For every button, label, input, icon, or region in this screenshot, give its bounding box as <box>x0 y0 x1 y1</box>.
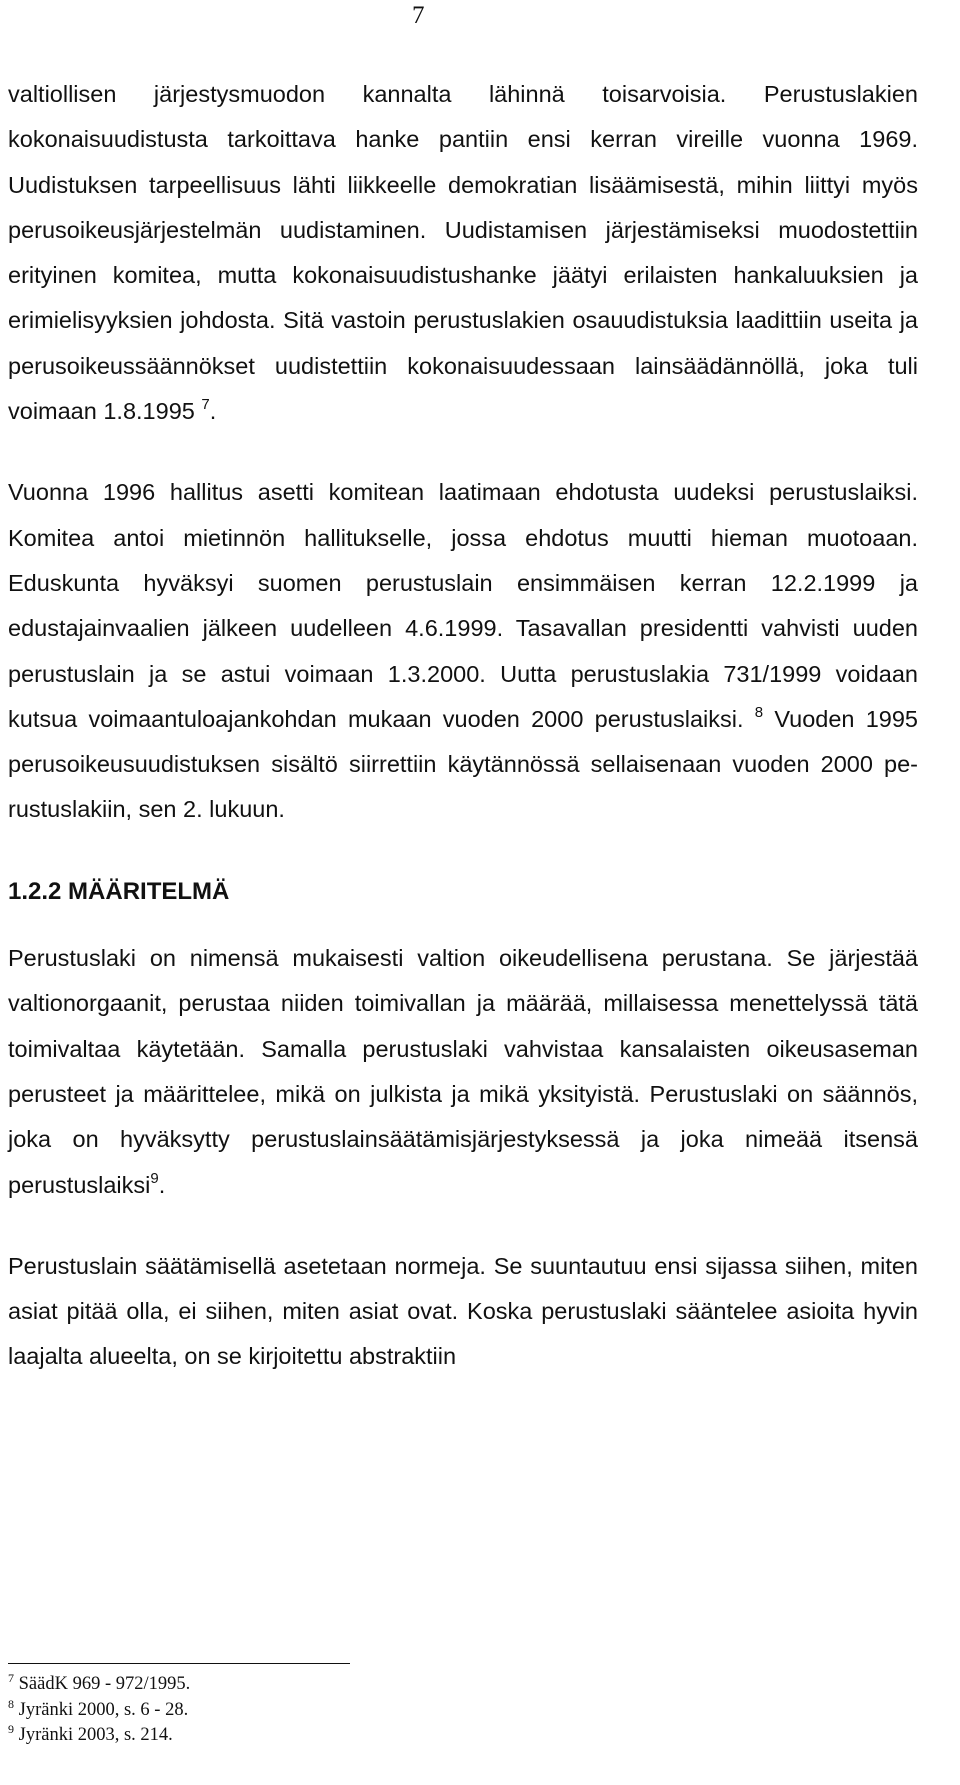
footnote-9 <box>8 1723 190 1749</box>
footnote-number: 8 <box>8 1696 14 1711</box>
section-heading: 1.2.2 MÄÄRITELMÄ <box>8 877 230 905</box>
paragraph-text-after: . <box>209 398 217 425</box>
paragraph-text-after: Vuoden 1995 perusoikeusuudistuksen sisältö siirrettiin käytännössä sellaisenaan vuoden 2000 perustuslakiin, sen 2. lukuun. <box>8 705 918 823</box>
paragraph-text: valtiollisen järjestysmuodon kannalta lähinnä toisarvoisia. Perustuslakien kokonaisuudistusta tarkoittava hanke pantiin ensi kerran vireille vuonna 1969. Uudistuksen tarpeellisuus lähti liikkeelle demokratian lisäämisestä, mihin liittyi myös perusoikeusjärjestelmän uudistaminen. Uudistamisen järjestämiseksi muodostettiin erityinen komitea, mutta kokonaisuudistushanke jäätyi erilaisten hankaluuksien ja erimielisyyksien johdosta. Sitä vastoin perustuslakien osauudistuksia laadittiin useita ja perusoikeussäännökset uudistettiin kokonaisuudessaan lainsäädännöllä, joka tuli voimaan 1.8.1995 <box>8 81 918 425</box>
footnotes <box>8 1672 190 1749</box>
paragraph-norms <box>8 1244 918 1380</box>
paragraph-text: Perustuslaki on nimensä mukaisesti valtion oikeudellisena perustana. Se järjestää valtionorgaanit, perustaa niiden toimivallan ja määrää, millaisessa menettelyssä tätä toimivaltaa käytetään. Samalla perustuslaki vahvistaa kansalaisten oikeusaseman perusteet ja määrittelee, mikä on julkista ja mikä yksityistä. Perustuslaki on säännös, joka on hyväksytty perustuslainsäätämisjärjestyksessä ja joka nimeää itsensä perustuslaiksi <box>8 945 918 1198</box>
footnote-text: SäädK 969 - 972/1995. <box>18 1674 191 1694</box>
page-number: 7 <box>412 2 425 29</box>
paragraph-text: Vuonna 1996 hallitus asetti komitean laatimaan ehdotusta uudeksi perustuslaiksi. Komitea antoi mietinnön hallitukselle, jossa ehdotus muutti hieman muotoaan. Eduskunta hyväksyi suomen perustuslain ensimmäisen kerran 12.2.1999 ja edustajainvaalien jälkeen uudelleen 4.6.1999. Tasavallan presidentti vahvisti uuden perustuslain ja se astui voimaan 1.3.2000. Uutta perustuslakia 731/1999 voidaan kutsua voimaantuloajankohdan mukaan vuoden 2000 perustuslaiksi. <box>8 479 918 732</box>
footnote-number: 9 <box>8 1722 14 1736</box>
footnote-ref-9[interactable]: 9 <box>150 1169 159 1187</box>
paragraph-constitution-reform <box>8 72 918 434</box>
footnote-text: Jyränki 2000, s. 6 - 28. <box>18 1699 189 1720</box>
footnote-8 <box>8 1698 190 1724</box>
paragraph-text-after: . <box>158 1171 166 1198</box>
footnote-divider <box>8 1663 350 1664</box>
footnote-number: 7 <box>8 1671 14 1685</box>
paragraph-new-constitution <box>8 470 918 832</box>
paragraph-definition <box>8 936 918 1208</box>
paragraph-text: Perustuslain säätämisellä asetetaan normeja. Se suuntautuu ensi sijassa siihen, miten asiat pitää olla, ei siihen, miten asiat ovat. Koska perustuslaki sääntelee asioita hyvin laajalta alueelta, on se kirjoitettu abstraktiin <box>8 1252 918 1370</box>
footnote-7 <box>8 1672 190 1698</box>
footnote-text: Jyränki 2003, s. 214. <box>18 1725 173 1745</box>
footnote-ref-8[interactable]: 8 <box>754 703 764 721</box>
footnote-ref-7[interactable]: 7 <box>201 396 210 414</box>
document-body <box>8 72 918 1380</box>
